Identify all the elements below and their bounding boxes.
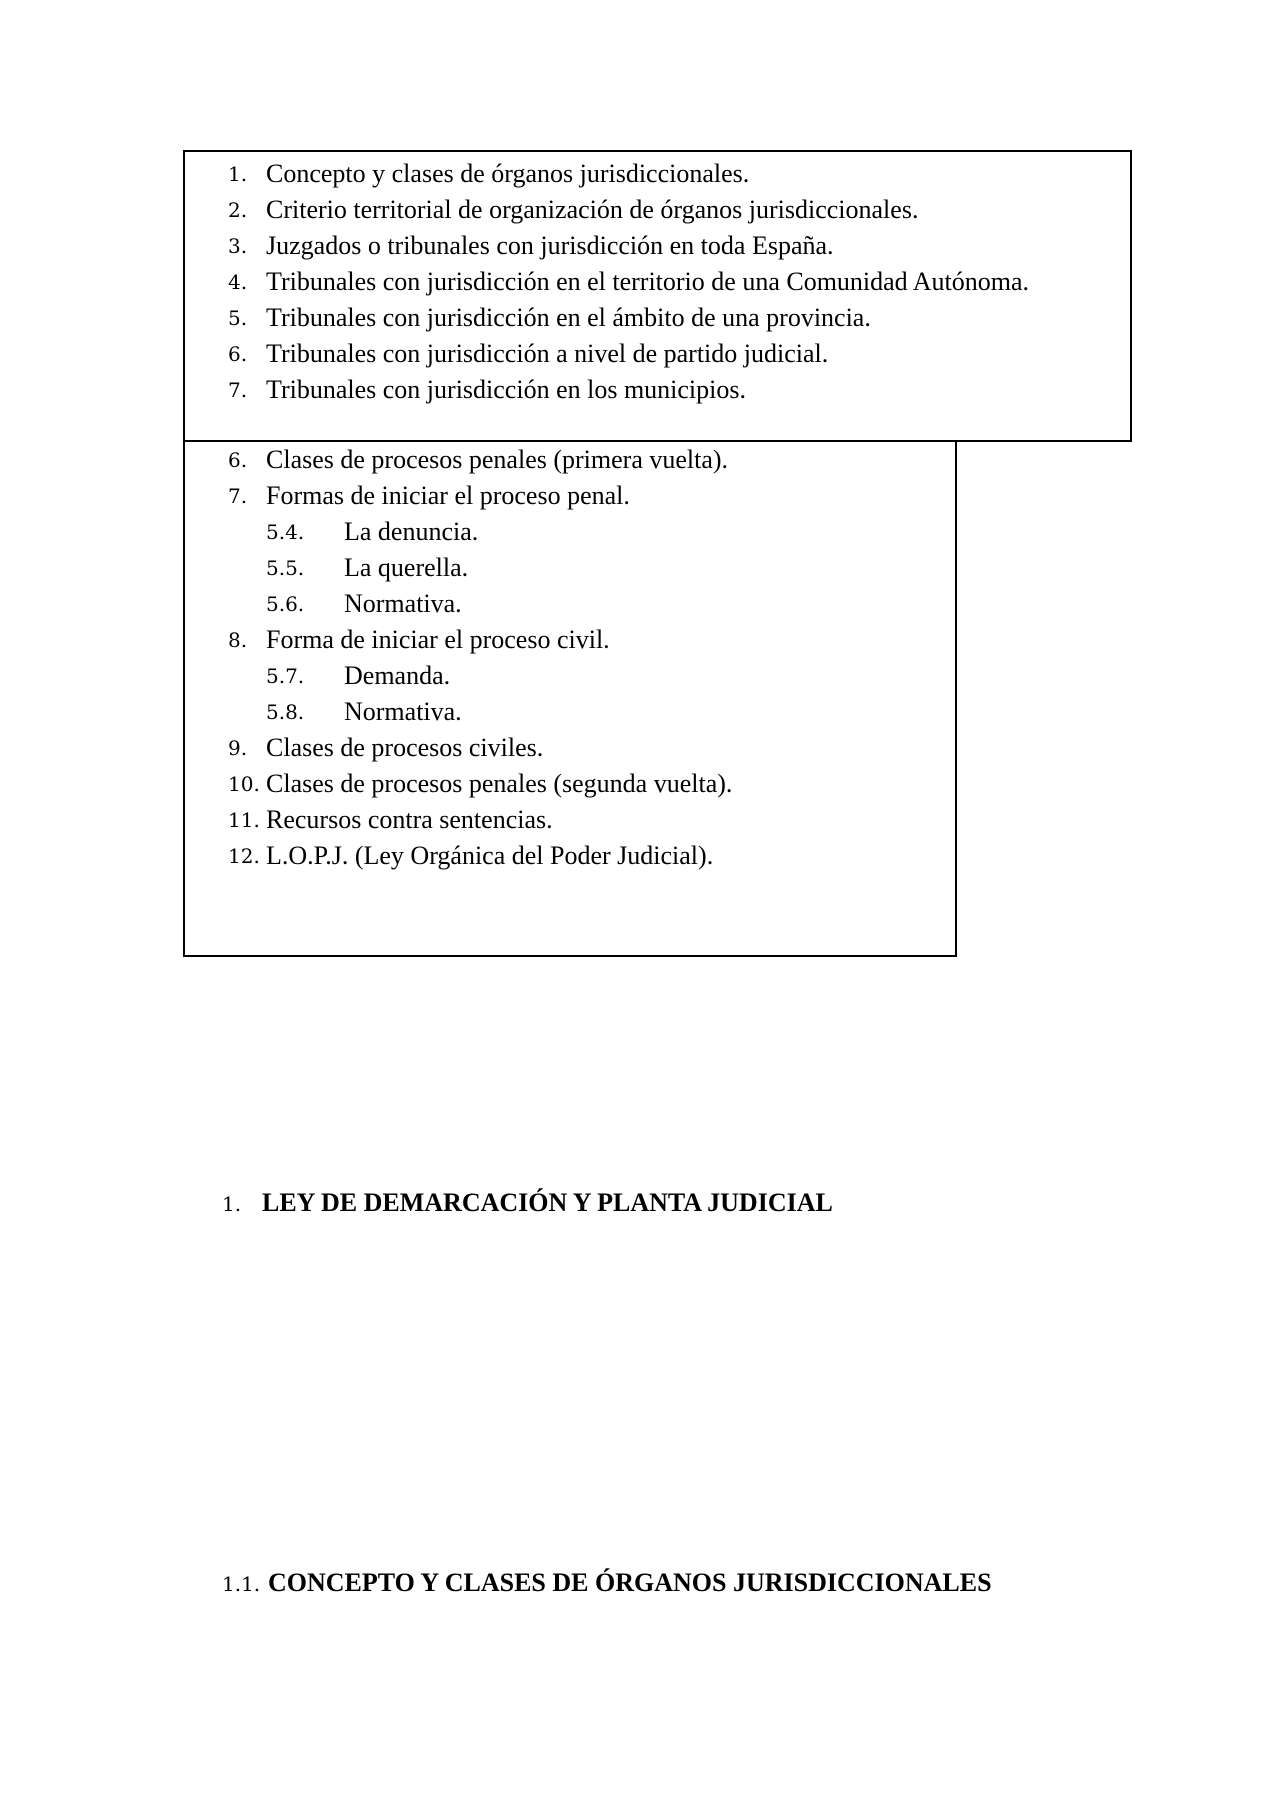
item-number: 1. xyxy=(228,162,248,186)
item-number: 5.6. xyxy=(266,592,305,616)
item-number: 2. xyxy=(228,198,248,222)
list-item xyxy=(185,802,955,838)
item-number: 6. xyxy=(228,342,248,366)
item-text: Tribunales con jurisdicción en el ámbito de una provincia. xyxy=(266,303,871,332)
list-subitem xyxy=(185,658,955,694)
item-text: Demanda. xyxy=(344,661,451,690)
item-number: 4. xyxy=(228,270,248,294)
item-text: Forma de iniciar el proceso civil. xyxy=(266,625,610,654)
list-subitem xyxy=(185,694,955,730)
heading-text: LEY DE DEMARCACIÓN Y PLANTA JUDICIAL xyxy=(262,1188,833,1217)
list-item xyxy=(185,766,955,802)
item-text: Juzgados o tribunales con jurisdicción en toda España. xyxy=(266,231,834,260)
item-text: Formas de iniciar el proceso penal. xyxy=(266,481,630,510)
item-text: L.O.P.J. (Ley Orgánica del Poder Judicial). xyxy=(266,841,714,870)
list-item xyxy=(185,228,1130,264)
item-text: Clases de procesos civiles. xyxy=(266,733,544,762)
item-number: 5.7. xyxy=(266,664,305,688)
item-text: La denuncia. xyxy=(344,517,479,546)
item-number: 10. xyxy=(228,772,260,796)
list-item xyxy=(185,192,1130,228)
index-box-top xyxy=(183,150,1132,442)
subsection-heading xyxy=(222,1565,992,1602)
item-number: 12. xyxy=(228,844,260,868)
index-list-top xyxy=(185,156,1130,408)
list-item xyxy=(185,622,955,658)
item-text: Concepto y clases de órganos jurisdiccionales. xyxy=(266,159,750,188)
item-number: 7. xyxy=(228,378,248,402)
item-text: Tribunales con jurisdicción a nivel de partido judicial. xyxy=(266,339,829,368)
index-list-bottom xyxy=(185,442,955,874)
item-text: Tribunales con jurisdicción en el territorio de una Comunidad Autónoma. xyxy=(266,267,1030,296)
item-text: Recursos contra sentencias. xyxy=(266,805,553,834)
item-number: 5. xyxy=(228,306,248,330)
item-text: Tribunales con jurisdicción en los municipios. xyxy=(266,375,746,404)
list-item xyxy=(185,264,1130,300)
item-number: 9. xyxy=(228,736,248,760)
item-number: 6. xyxy=(228,448,248,472)
list-subitem xyxy=(185,514,955,550)
item-number: 3. xyxy=(228,234,248,258)
list-item xyxy=(185,300,1130,336)
item-text: Clases de procesos penales (segunda vuelta). xyxy=(266,769,733,798)
list-item xyxy=(185,156,1130,192)
heading-text: CONCEPTO Y CLASES DE ÓRGANOS JURISDICCIONALES xyxy=(268,1568,992,1597)
item-number: 7. xyxy=(228,484,248,508)
heading-number: 1. xyxy=(222,1192,242,1216)
item-number: 5.8. xyxy=(266,700,305,724)
item-text: Clases de procesos penales (primera vuelta). xyxy=(266,445,729,474)
section-heading xyxy=(222,1185,833,1222)
list-item xyxy=(185,442,955,478)
item-number: 5.4. xyxy=(266,520,305,544)
item-number: 5.5. xyxy=(266,556,305,580)
item-text: Criterio territorial de organización de órganos jurisdiccionales. xyxy=(266,195,919,224)
item-number: 8. xyxy=(228,628,248,652)
list-item xyxy=(185,838,955,874)
item-text: La querella. xyxy=(344,553,469,582)
item-number: 11. xyxy=(228,808,260,832)
list-item xyxy=(185,730,955,766)
list-item xyxy=(185,478,955,514)
index-box-bottom xyxy=(183,440,957,957)
heading-number: 1.1. xyxy=(222,1572,261,1596)
list-subitem xyxy=(185,586,955,622)
item-text: Normativa. xyxy=(344,697,462,726)
list-subitem xyxy=(185,550,955,586)
item-text: Normativa. xyxy=(344,589,462,618)
list-item xyxy=(185,336,1130,372)
list-item xyxy=(185,372,1130,408)
